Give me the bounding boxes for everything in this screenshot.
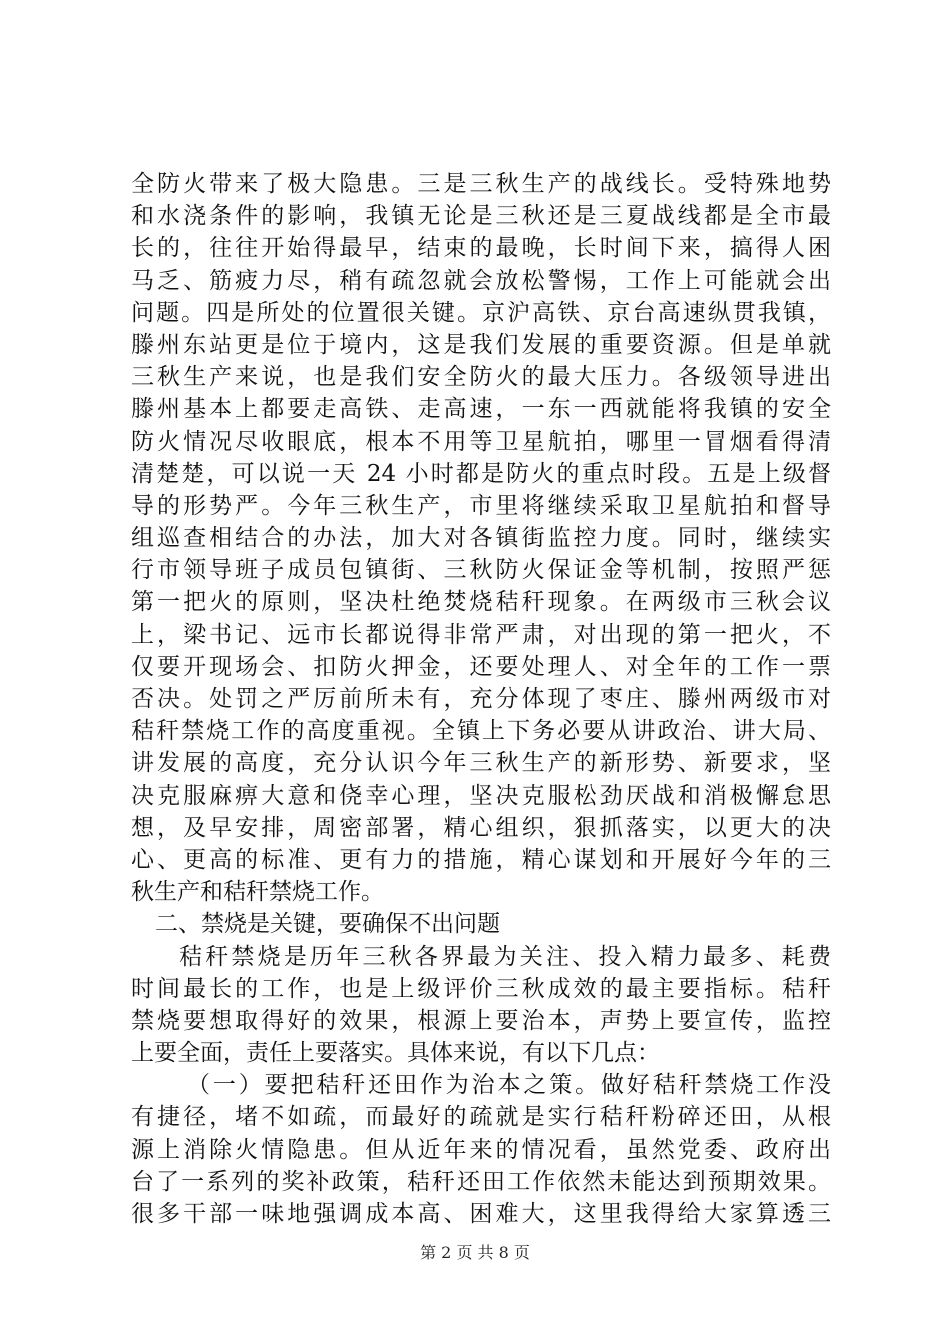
- text-line: （一）要把秸秆还田作为治本之策。做好秸秆禁烧工作没: [187, 1072, 831, 1099]
- text-line: 长的，往往开始得最早，结束的最晚，长时间下来，搞得人困: [131, 235, 831, 262]
- text-line: 秸秆禁烧是历年三秋各界最为关注、投入精力最多、耗费: [179, 943, 831, 970]
- text-line: 第一把火的原则，坚决杜绝焚烧秸秆现象。在两级市三秋会议: [131, 589, 831, 616]
- text-line: 台了一系列的奖补政策，秸秆还田工作依然未能达到预期效果。: [131, 1168, 831, 1195]
- text-line: 时间最长的工作，也是上级评价三秋成效的最主要指标。秸秆: [131, 975, 831, 1002]
- text-line: 上要全面，责任上要落实。具体来说，有以下几点：: [131, 1040, 660, 1067]
- text-line: 滕州基本上都要走高铁、走高速，一东一西就能将我镇的安全: [131, 396, 831, 423]
- text-line: 讲发展的高度，充分认识今年三秋生产的新形势、新要求，坚: [131, 750, 831, 777]
- text-line: 仅要开现场会、扣防火押金，还要处理人、对全年的工作一票: [131, 653, 831, 680]
- text-line: 三秋生产来说，也是我们安全防火的最大压力。各级领导进出: [131, 364, 831, 391]
- text-line: 禁烧要想取得好的效果，根源上要治本，声势上要宣传，监控: [131, 1007, 831, 1034]
- text-line: 决克服麻痹大意和侥幸心理，坚决克服松劲厌战和消极懈怠思: [131, 782, 831, 809]
- text-line: 有捷径，堵不如疏，而最好的疏就是实行秸秆粉碎还田，从根: [131, 1104, 831, 1131]
- text-line: 组巡查相结合的办法，加大对各镇街监控力度。同时，继续实: [131, 525, 831, 552]
- text-line: 上，梁书记、远市长都说得非常严肃，对出现的第一把火，不: [131, 621, 831, 648]
- text-line: 心、更高的标准、更有力的措施，精心谋划和开展好今年的三: [131, 846, 831, 873]
- text-line: 清楚楚，可以说一天 24 小时都是防火的重点时段。五是上级督: [131, 460, 831, 487]
- text-line: 全防火带来了极大隐患。三是三秋生产的战线长。受特殊地势: [131, 171, 831, 197]
- text-line: 马乏、筋疲力尽，稍有疏忽就会放松警惕，工作上可能就会出: [131, 267, 831, 294]
- text-line: 源上消除火情隐患。但从近年来的情况看，虽然党委、政府出: [131, 1136, 831, 1163]
- text-line: 防火情况尽收眼底，根本不用等卫星航拍，哪里一冒烟看得清: [131, 428, 831, 455]
- text-line: 秋生产和秸秆禁烧工作。: [131, 879, 384, 906]
- text-line: 滕州东站更是位于境内，这是我们发展的重要资源。但是单就: [131, 331, 831, 358]
- text-line: 否决。处罚之严厉前所未有，充分体现了枣庄、滕州两级市对: [131, 686, 831, 712]
- text-line: 导的形势严。今年三秋生产，市里将继续采取卫星航拍和督导: [131, 492, 831, 519]
- text-line: 秸秆禁烧工作的高度重视。全镇上下务必要从讲政治、讲大局、: [131, 718, 831, 745]
- body-text: [131, 168, 831, 1230]
- text-line: 二、禁烧是关键，要确保不出问题: [155, 911, 500, 938]
- text-line: 问题。四是所处的位置很关键。京沪高铁、京台高速纵贯我镇，: [131, 299, 831, 326]
- text-line: 很多干部一味地强调成本高、困难大，这里我得给大家算透三: [131, 1201, 831, 1227]
- text-line: 和水浇条件的影响，我镇无论是三秋还是三夏战线都是全市最: [131, 203, 831, 230]
- text-line: 行市领导班子成员包镇街、三秋防火保证金等机制，按照严惩: [131, 557, 831, 584]
- page-footer: 第 2 页 共 8 页: [420, 1243, 530, 1262]
- text-line: 想，及早安排，周密部署，精心组织，狠抓落实，以更大的决: [131, 814, 831, 841]
